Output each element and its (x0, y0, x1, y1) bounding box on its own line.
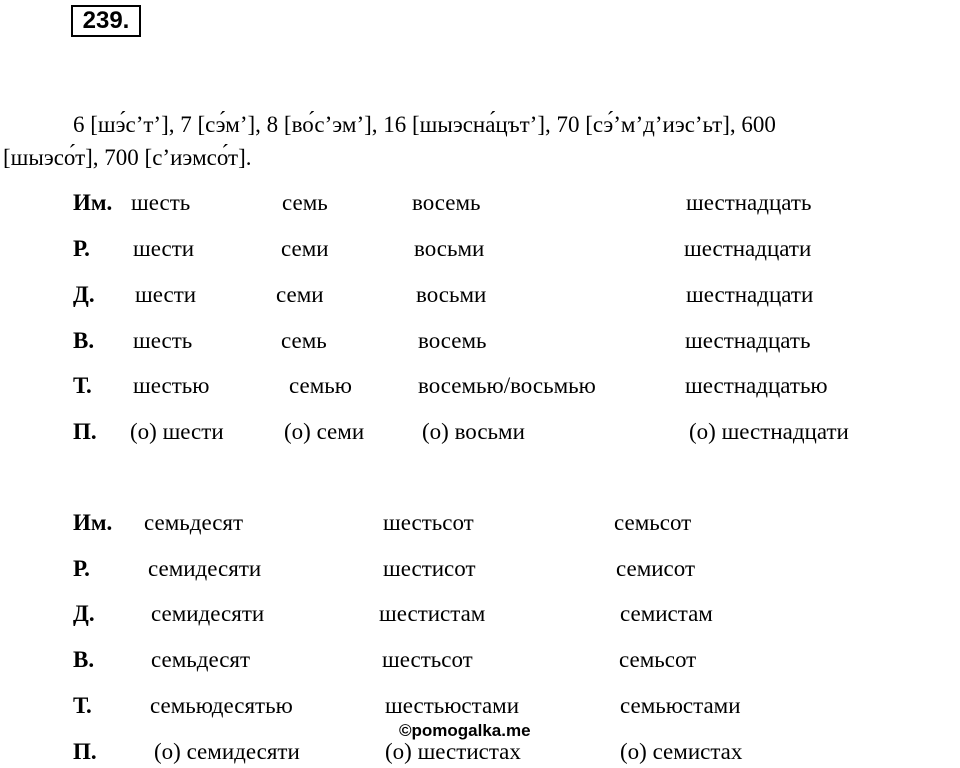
table-cell: шестистам (379, 601, 486, 626)
table-cell: восемь (412, 190, 481, 215)
table-cell: семь (282, 190, 328, 215)
case-label: П. (73, 739, 97, 764)
table-cell: (о) шести (130, 419, 224, 444)
table-cell: шесть (133, 328, 193, 353)
case-label: П. (73, 419, 97, 444)
table-cell: (о) семи (284, 419, 365, 444)
table-cell: семь (281, 328, 327, 353)
table-cell: семью (289, 373, 352, 398)
watermark: ©pomogalka.me (399, 721, 531, 740)
table-cell: семьсот (619, 647, 697, 672)
table-cell: семьюдесятью (150, 693, 293, 718)
table-cell: семидесяти (148, 556, 262, 581)
case-label: Д. (73, 282, 95, 307)
table-cell: шестисот (383, 556, 476, 581)
case-label: Р. (73, 236, 90, 261)
case-label: Д. (73, 601, 95, 626)
table-cell: шестнадцати (684, 236, 812, 261)
table-cell: шестьсот (383, 510, 474, 535)
transcription-line-2: [шыэсо́т], 700 [с’иэмсо́т]. (3, 145, 252, 170)
exercise-number: 239. (71, 5, 141, 37)
table-cell: (о) восьми (422, 419, 525, 444)
table-cell: восьми (414, 236, 485, 261)
table-cell: семьюстами (620, 693, 741, 718)
table-cell: (о) семистах (620, 739, 743, 764)
table-cell: шесть (131, 190, 191, 215)
table-cell: (о) семидесяти (154, 739, 300, 764)
table-cell: шестнадцать (685, 328, 811, 353)
table-cell: шестью (133, 373, 210, 398)
table-cell: (о) шестистах (385, 739, 521, 764)
case-label: Р. (73, 556, 90, 581)
case-label: В. (73, 328, 95, 353)
table-cell: восьми (416, 282, 487, 307)
table-cell: шестьсот (382, 647, 473, 672)
table-cell: восемь (418, 328, 487, 353)
table-cell: шестьюстами (385, 693, 520, 718)
table-cell: семьдесят (151, 647, 251, 672)
case-label: Т. (73, 373, 92, 398)
transcription-line-1: 6 [шэ́с’т’], 7 [сэ́м’], 8 [во́с’эм’], 16 [шыэсна́цът’], 70 [сэ́’м’д’иэс’ьт], 600 (73, 112, 776, 137)
table-cell: семисот (616, 556, 696, 581)
table-cell: семи (281, 236, 329, 261)
table-cell: восемью/восьмью (418, 373, 596, 398)
table-cell: шести (135, 282, 197, 307)
table-cell: шестнадцати (686, 282, 814, 307)
table-cell: семистам (620, 601, 713, 626)
table-cell: шестнадцатью (685, 373, 828, 398)
table-cell: (о) шестнадцати (689, 419, 849, 444)
case-label: В. (73, 647, 95, 672)
table-cell: семи (276, 282, 324, 307)
table-cell: шести (133, 236, 195, 261)
case-label: Им. (73, 190, 113, 215)
case-label: Т. (73, 693, 92, 718)
case-label: Им. (73, 510, 113, 535)
table-cell: шестнадцать (686, 190, 812, 215)
table-cell: семьдесят (144, 510, 244, 535)
table-cell: семидесяти (151, 601, 265, 626)
table-cell: семьсот (614, 510, 692, 535)
